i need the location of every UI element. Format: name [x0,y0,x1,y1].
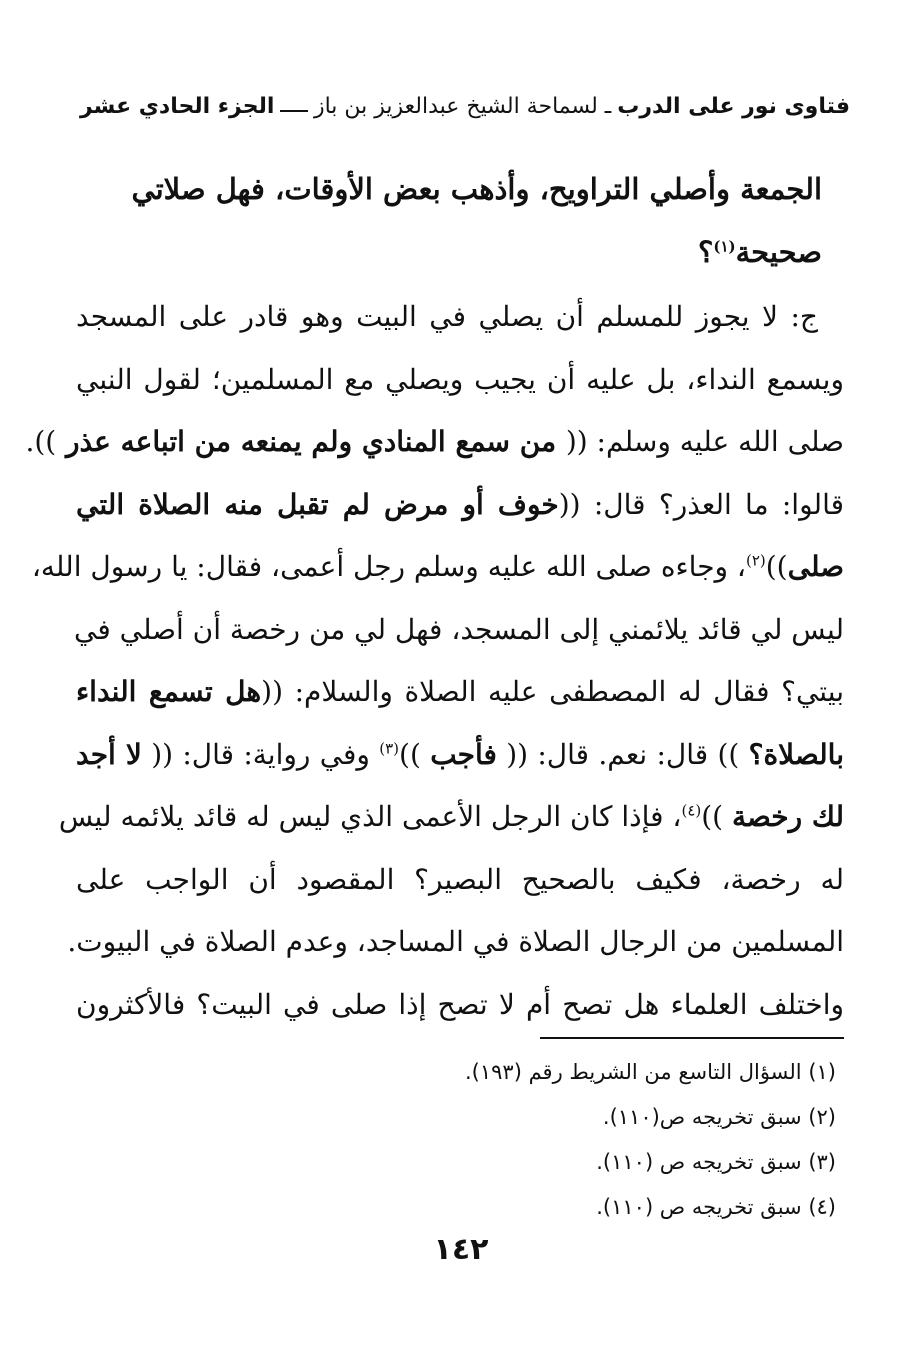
answer-fragment: ، وجاءه صلى الله عليه وسلم رجل أعمى، فقال: يا رسول الله، [31,550,746,583]
answer-line-1: ج: لا يجوز للمسلم أن يصلي في البيت وهو قادر على المسجد [76,300,818,333]
hadith-quote: خوف أو مرض لم تقبل منه الصلاة التي [76,487,559,521]
header-title-group [314,94,850,119]
hadith-quote: لك رخصة [732,800,844,833]
footnote-2: (٢) سبق تخريجه ص(١١٠). [602,1105,836,1129]
answer-line-10: له رخصة، فكيف بالصحيح البصير؟ المقصود أن الواجب على [76,862,844,896]
answer-fragment: صلى الله عليه وسلم: (( [565,425,844,458]
footnote-4: (٤) سبق تخريجه ص (١١٠). [596,1195,836,1219]
answer-line-9 [58,786,844,849]
footnote-3: (٣) سبق تخريجه ص (١١٠). [596,1150,836,1174]
running-header [80,86,850,126]
answer-fragment: ، فإذا كان الرجل الأعمى الذي ليس له قائد يلائمه ليس [58,800,682,833]
answer-fragment: )) [399,737,431,771]
answer-line-4 [76,474,844,537]
answer-fragment: بيتي؟ فقال له المصطفى عليه الصلاة والسلام: (( [261,675,845,708]
question-line [80,221,822,284]
hadith-quote: بالصلاة؟ [748,737,844,771]
hadith-quote: فأجب [430,737,497,771]
answer-line-5 [31,536,844,599]
answer-line-11: المسلمين من الرجال الصلاة في المساجد، وعدم الصلاة في البيوت. [67,925,844,958]
volume-label: الجزء الحادي عشر [80,93,275,119]
footnote-divider [540,1037,844,1039]
answer-line-3 [25,411,844,474]
answer-line-8 [76,724,844,787]
answer-text [25,286,845,1036]
answer-line-12: واختلف العلماء هل تصح أم لا تصح إذا صلى في البيت؟ فالأكثرون [76,987,844,1021]
answer-fragment: )) [765,550,788,583]
footnote-ref: (٤) [681,801,702,820]
footnote-ref: (١) [713,237,736,256]
book-title: فتاوى نور على الدرب [617,93,850,119]
footnote-1: (١) السؤال التاسع من الشريط رقم (١٩٣). [464,1060,836,1084]
answer-fragment: )). [25,425,57,458]
question-text [80,158,822,284]
answer-fragment: قالوا: ما العذر؟ قال: (( [558,487,844,521]
footnote-ref: (٣) [379,739,400,758]
question-line-1: الجمعة وأصلي التراويح، وأذهب بعض الأوقات، فهل صلاتي [131,172,822,206]
page-number: ١٤٢ [433,1232,489,1267]
hadith-quote: هل تسمع النداء [76,675,262,708]
hadith-quote: من سمع المنادي ولم يمنعه من اتباعه عذر [56,425,566,458]
header-divider-line [280,110,308,112]
answer-fragment: )) [701,800,732,833]
question-mark: ؟ [697,235,714,269]
answer-line-2: ويسمع النداء، بل عليه أن يجيب ويصلي مع المسلمين؛ لقول النبي [76,362,844,396]
footnotes [465,1050,836,1230]
answer-line-6: ليس لي قائد يلائمني إلى المسجد، فهل لي من رخصة أن أصلي في [74,612,844,646]
question-line [80,158,822,221]
footnote-ref: (٢) [745,551,766,570]
question-line-2: صحيحة [735,235,822,269]
answer-fragment: )) قال: نعم. قال: (( [496,737,749,771]
hadith-quote: لا أجد [76,737,142,771]
answer-fragment: وفي رواية: قال: (( [141,737,380,771]
sheikh-name: ـ لسماحة الشيخ عبدالعزيز بن باز [313,93,612,119]
hadith-quote: صلى [787,550,844,583]
answer-line-7 [76,661,844,724]
